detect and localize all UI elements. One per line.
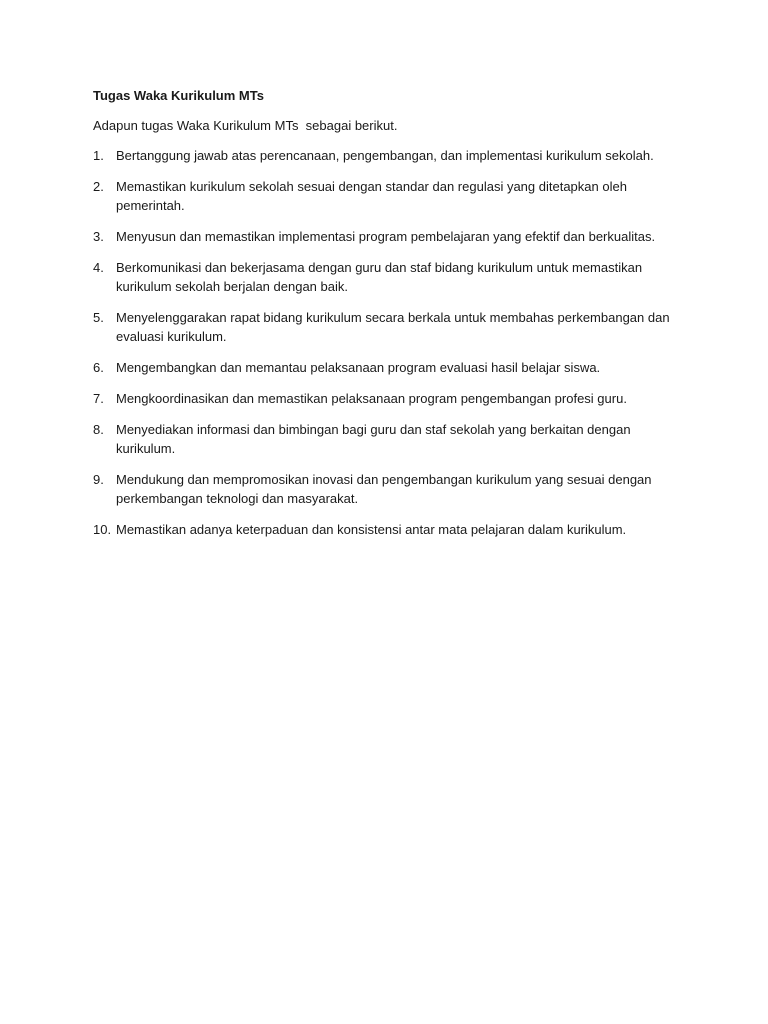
list-item xyxy=(93,177,683,215)
intro-paragraph: Adapun tugas Waka Kurikulum MTs sebagai berikut. xyxy=(93,118,398,133)
list-item xyxy=(93,420,683,458)
document-body xyxy=(93,86,683,551)
list-item xyxy=(93,520,683,539)
list-item xyxy=(93,258,683,296)
list-item-text: Menyusun dan memastikan implementasi program pembelajaran yang efektif dan berkualitas. xyxy=(116,229,656,244)
list-item-text: Menyediakan informasi dan bimbingan bagi guru dan staf sekolah yang berkaitan dengan kurikulum. xyxy=(116,422,631,456)
list-item-number: 1. xyxy=(93,148,104,163)
list-item-text: Berkomunikasi dan bekerjasama dengan guru dan staf bidang kurikulum untuk memastikan kurikulum sekolah berjalan dengan baik. xyxy=(116,260,643,294)
list-item xyxy=(93,358,683,377)
list-item-number: 7. xyxy=(93,391,104,406)
list-item-number: 4. xyxy=(93,260,104,275)
task-list xyxy=(93,146,683,539)
list-item xyxy=(93,389,683,408)
list-item-number: 6. xyxy=(93,360,104,375)
list-item-text: Memastikan adanya keterpaduan dan konsistensi antar mata pelajaran dalam kurikulum. xyxy=(116,522,627,537)
list-item-text: Mendukung dan mempromosikan inovasi dan pengembangan kurikulum yang sesuai dengan perkembangan teknologi dan masyarakat. xyxy=(116,472,652,506)
list-item-text: Mengembangkan dan memantau pelaksanaan program evaluasi hasil belajar siswa. xyxy=(116,360,601,375)
list-item-number: 5. xyxy=(93,310,104,325)
list-item xyxy=(93,308,683,346)
list-item-number: 8. xyxy=(93,422,104,437)
list-item-text: Bertanggung jawab atas perencanaan, pengembangan, dan implementasi kurikulum sekolah. xyxy=(116,148,654,163)
list-item xyxy=(93,470,683,508)
list-item-number: 2. xyxy=(93,179,104,194)
list-item-number: 10. xyxy=(93,522,112,537)
list-item xyxy=(93,146,683,165)
list-item xyxy=(93,227,683,246)
list-item-number: 3. xyxy=(93,229,104,244)
document-title: Tugas Waka Kurikulum MTs xyxy=(93,88,264,103)
list-item-number: 9. xyxy=(93,472,104,487)
list-item-text: Menyelenggarakan rapat bidang kurikulum secara berkala untuk membahas perkembangan dan evaluasi kurikulum. xyxy=(116,310,670,344)
list-item-text: Memastikan kurikulum sekolah sesuai dengan standar dan regulasi yang ditetapkan oleh pemerintah. xyxy=(116,179,627,213)
list-item-text: Mengkoordinasikan dan memastikan pelaksanaan program pengembangan profesi guru. xyxy=(116,391,627,406)
